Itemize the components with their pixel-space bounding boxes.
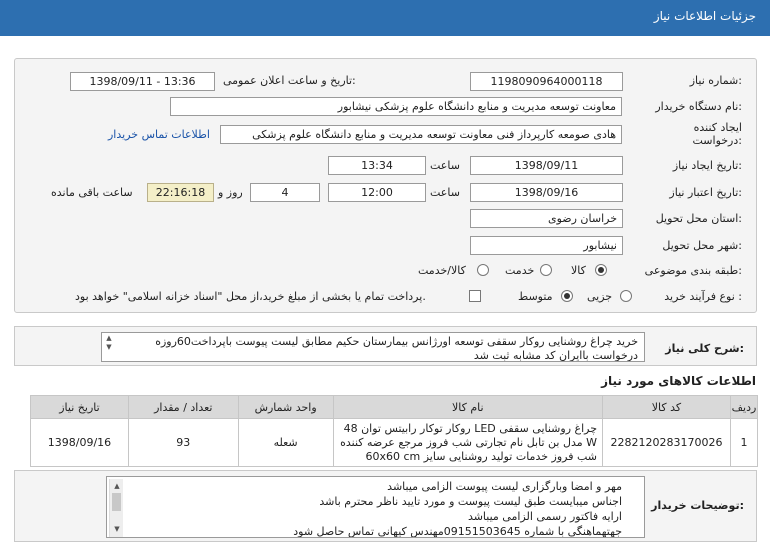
need-number-label: شماره نیاز: — [689, 74, 742, 87]
need-info-panel — [14, 58, 757, 313]
category-goods-label: کالا — [571, 264, 586, 277]
buyer-contact-link[interactable]: اطلاعات تماس خریدار — [108, 128, 210, 141]
cell-unit: شعله — [238, 419, 333, 467]
col-item-name: نام کالا — [333, 396, 602, 419]
remaining-label: ساعت باقی مانده — [51, 186, 133, 199]
table-row[interactable] — [31, 419, 758, 467]
cell-item-name: چراغ روشنایی سقفی LED روکار توکار رابیتس توان 48 W مدل بن تابل نام تجارتی شب فروز مرجع عرضه کننده شب فروز خدمات تولید روشنایی سایز 60x60 cm — [333, 419, 602, 467]
process-medium-label: متوسط — [518, 290, 553, 303]
general-description-content: خرید چراغ روشنایی روکار سقفی توسعه اورژانس بیمارستان حکیم مطابق لیست پیوست باپرداخت60روزه درخواست باایران کد مشابه ثبت شد — [155, 335, 638, 362]
general-description-panel — [14, 326, 757, 366]
process-medium-radio[interactable] — [561, 290, 573, 302]
items-section-title: اطلاعات کالاهای مورد نیاز — [601, 374, 756, 388]
days-label: روز و — [218, 186, 243, 199]
table-header-row — [31, 396, 758, 419]
cell-need-date: 1398/09/16 — [31, 419, 129, 467]
notes-line: اجناس میبایست طبق لیست پیوست و مورد تایید ناظر محترم باشد — [319, 495, 622, 508]
treasury-payment-checkbox[interactable] — [469, 290, 481, 302]
buyer-label: نام دستگاه خریدار: — [655, 100, 742, 113]
title-bar — [0, 0, 770, 36]
valid-date-label: تاریخ اعتبار نیاز: — [669, 186, 742, 199]
process-minor-label: جزیی — [587, 290, 613, 303]
col-quantity: تعداد / مقدار — [128, 396, 238, 419]
buyer-notes-text[interactable] — [106, 476, 645, 538]
province-field[interactable]: خراسان رضوی — [470, 209, 623, 228]
cell-item-code: 2282120283170026 — [603, 419, 731, 467]
notes-line: ارایه فاکتور رسمی الزامی میباشد — [467, 510, 622, 523]
category-goods-service-label: کالا/خدمت — [418, 264, 466, 277]
created-time-field[interactable]: 13:34 — [328, 156, 426, 175]
treasury-payment-label: پرداخت تمام یا بخشی از مبلغ خرید،از محل "اسناد خزانه اسلامی" خواهد بود. — [75, 290, 426, 303]
creator-label-2: درخواست: — [692, 134, 742, 147]
category-service-label: خدمت — [505, 264, 535, 277]
countdown-timer: 22:16:18 — [147, 183, 214, 202]
scroll-up-icon[interactable]: ▲ — [106, 334, 112, 342]
city-field[interactable]: نیشابور — [470, 236, 623, 255]
page-title: جزئیات اطلاعات نیاز — [653, 9, 756, 23]
days-remaining-field[interactable]: 4 — [250, 183, 320, 202]
col-need-date: تاریخ نیاز — [31, 396, 129, 419]
notes-scrollbar[interactable] — [109, 479, 123, 537]
valid-time-label: ساعت — [430, 186, 460, 199]
announce-date-field[interactable]: 1398/09/11 - 13:36 — [70, 72, 215, 91]
col-row: ردیف — [730, 396, 757, 419]
scroll-up-icon[interactable]: ▲ — [114, 482, 120, 490]
general-description-text[interactable] — [101, 332, 645, 362]
cell-quantity: 93 — [128, 419, 238, 467]
cell-row: 1 — [730, 419, 757, 467]
need-number-field[interactable]: 1198090964000118 — [470, 72, 623, 91]
process-minor-radio[interactable] — [620, 290, 632, 302]
col-item-code: کد کالا — [603, 396, 731, 419]
created-date-field[interactable]: 1398/09/11 — [470, 156, 623, 175]
scroll-down-icon[interactable]: ▼ — [106, 343, 112, 351]
notes-line: جهتهماهنگی با شماره 09151503645مهندس کیهانی تماس حاصل شود — [293, 525, 622, 538]
created-time-label: ساعت — [430, 159, 460, 172]
announce-date-label: تاریخ و ساعت اعلان عمومی: — [223, 74, 356, 87]
city-label: شهر محل تحویل: — [662, 239, 742, 252]
creator-field[interactable]: هادی صومعه کارپرداز فنی معاونت توسعه مدیریت و منابع دانشگاه علوم پزشکی — [220, 125, 622, 144]
description-scroll-arrows[interactable] — [104, 334, 114, 360]
scroll-down-icon[interactable]: ▼ — [114, 525, 120, 533]
category-goods-service-radio[interactable] — [477, 264, 489, 276]
creator-label: ایجاد کننده — [693, 121, 742, 134]
valid-time-field[interactable]: 12:00 — [328, 183, 426, 202]
category-goods-radio[interactable] — [595, 264, 607, 276]
valid-date-field[interactable]: 1398/09/16 — [470, 183, 623, 202]
buyer-notes-panel — [14, 470, 757, 542]
items-table — [30, 395, 758, 467]
province-label: استان محل تحویل: — [655, 212, 742, 225]
notes-line: مهر و امضا وبارگزاری لیست پیوست الزامی میباشد — [387, 480, 622, 493]
buyer-field[interactable]: معاونت توسعه مدیریت و منابع دانشگاه علوم پزشکی نیشابور — [170, 97, 622, 116]
category-service-radio[interactable] — [540, 264, 552, 276]
buyer-notes-label: توضیحات خریدار: — [651, 499, 744, 512]
process-type-label: نوع فرآیند خرید : — [664, 290, 742, 303]
col-unit: واحد شمارش — [238, 396, 333, 419]
general-description-label: شرح کلی نیاز: — [665, 342, 744, 355]
created-date-label: تاریخ ایجاد نیاز: — [672, 159, 742, 172]
scroll-thumb[interactable] — [112, 493, 121, 511]
category-label: طبقه بندی موضوعی: — [644, 264, 742, 277]
